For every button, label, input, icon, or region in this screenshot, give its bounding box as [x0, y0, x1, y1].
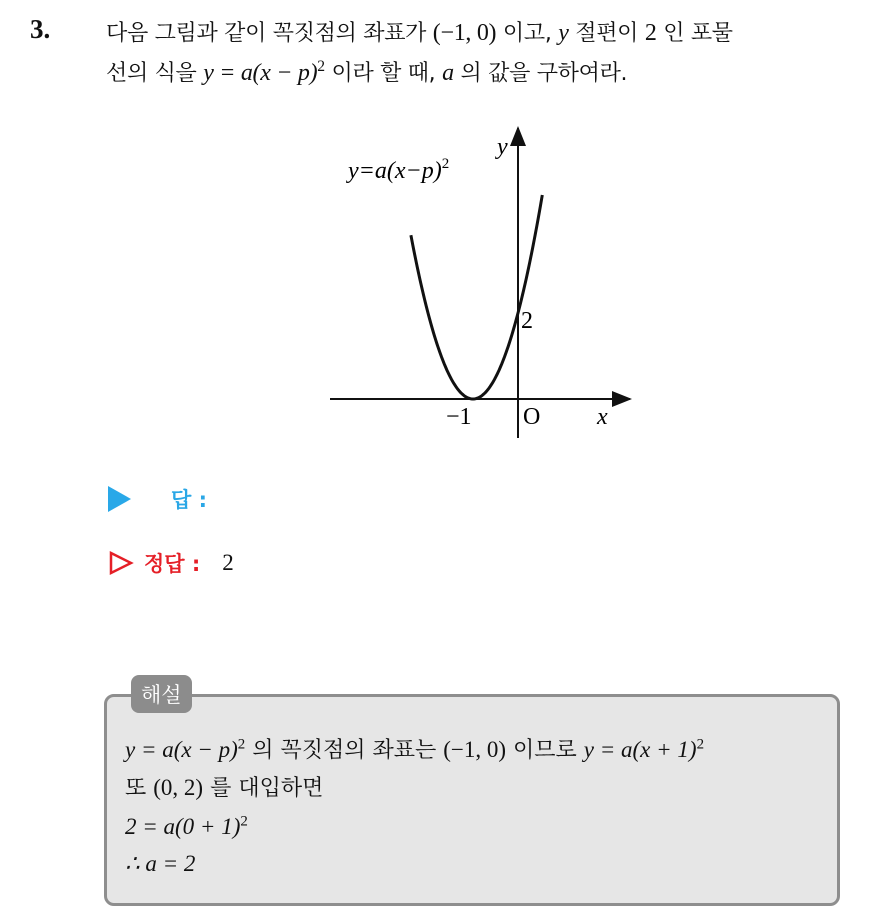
vertex-label: −1 — [446, 404, 472, 430]
solution-line-2: 또 (0, 2) 를 대입하면 — [125, 775, 324, 801]
origin-label: O — [523, 404, 541, 430]
question-number: 3. — [30, 14, 51, 44]
y-intercept-label: 2 — [521, 308, 533, 334]
play-outline-icon — [108, 550, 134, 576]
answer-label: 답 : — [171, 488, 207, 512]
solution-line-3: $2 = a(0 + 1)^2$ — [125, 813, 248, 839]
correct-answer-value: 2 — [222, 550, 234, 575]
solution-line-1: $y = a(x - p)^2$ 의 꼭짓점의 좌표는 (−1, 0) 이므로 $y = a(x + 1)^2$ — [125, 736, 705, 763]
x-axis-label: x — [597, 404, 608, 430]
question-text-line-1: 다음 그림과 같이 꼭짓점의 좌표가 (−1, 0) 이고, y 절편이 2 인 포물 — [106, 20, 733, 46]
solution-tag: 해설 — [131, 675, 192, 713]
correct-answer-row — [108, 548, 234, 578]
play-filled-icon — [108, 486, 131, 512]
y-axis-label: y — [497, 134, 508, 160]
parabola-graph — [318, 120, 648, 450]
answer-row — [108, 484, 207, 514]
solution-box — [104, 683, 840, 906]
correct-answer-label: 정답 : — [144, 552, 201, 576]
parabola-curve — [411, 195, 542, 399]
graph-equation-label: $y=a(x-p)^2$ — [348, 156, 450, 184]
solution-line-4: ∴ a = 2 — [125, 851, 196, 876]
question-text-line-2: 선의 식을 $y = a(x - p)^2$ 이라 할 때, a 의 값을 구하여라. — [106, 58, 628, 86]
